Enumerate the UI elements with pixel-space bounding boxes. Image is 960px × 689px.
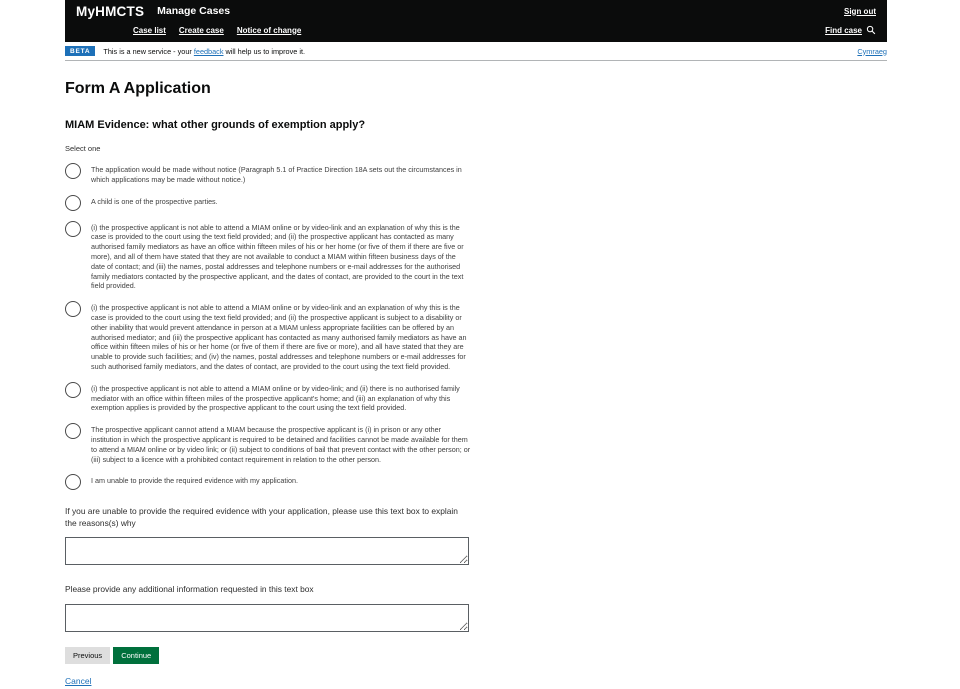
feedback-link[interactable]: feedback: [193, 46, 224, 56]
page-title: Form A Application: [65, 80, 211, 97]
app-brand: MyHMCTS: [76, 3, 145, 19]
radio-button[interactable]: [65, 221, 81, 237]
beta-text-after: will help us to improve it.: [223, 46, 305, 56]
header-top-row: [65, 0, 887, 22]
find-case[interactable]: [825, 25, 876, 35]
page-container: [65, 0, 887, 689]
radio-option-child-party[interactable]: [65, 195, 471, 211]
radio-option-disability[interactable]: [65, 301, 471, 372]
select-one-hint: Select one: [65, 144, 101, 153]
radio-option-label: (i) the prospective applicant is not able to attend a MIAM online or by video-link and an explanation of why this is the case is provided to the court using the text field provided; and (ii) the prospective applicant has contacted as many authorised family mediators as have an office within fifteen miles of his or her home (or five of them if there are five or more), and all of them have stated that they are not available to conduct a MIAM within fifteen business days of the date of contact; and (iii) the names, postal addresses and telephone numbers or e-mail addresses for the authorised family mediators contacted by the prospective applicant, and the dates of contact, are provided to the court in the text field provided.: [91, 222, 464, 291]
radio-option-prison-bail-licence[interactable]: [65, 423, 471, 464]
radio-option-label: The application would be made without notice (Paragraph 5.1 of Practice Direction 18A sets out the circumstances in which applications may be made without notice.): [91, 165, 462, 184]
radio-option-unable-to-provide-evidence[interactable]: [65, 474, 471, 490]
radio-button[interactable]: [65, 474, 81, 490]
nav-create-case[interactable]: Create case: [178, 25, 224, 35]
radio-option-no-mediator-within-15-miles[interactable]: [65, 382, 471, 413]
service-name: Manage Cases: [157, 5, 231, 17]
additional-info-textbox-label: Please provide any additional information requested in this text box: [65, 584, 314, 595]
search-icon[interactable]: [866, 25, 876, 35]
radio-option-label: (i) the prospective applicant is not able to attend a MIAM online or by video-link; and (ii) there is no authorised family mediator with an office within fifteen miles of the prospective applicant's home; and (iii) an explanation of why this exemption applies is provided by the prospective applicant to the court using the text field provided.: [91, 383, 460, 413]
additional-info-textbox[interactable]: [65, 604, 469, 632]
nav-case-list[interactable]: Case list: [133, 25, 166, 35]
radio-option-label: The prospective applicant cannot attend a MIAM because the prospective applicant is (i) in prison or any other institution in which the prospective applicant is required to be detained and facilities cannot be made available for them to attend a MIAM online or by video link; or (ii) subject to conditions of bail that prevent contact with the other person; or (iii) subject to a licence with a prohibited contact requirement in relation to the other person.: [91, 425, 471, 464]
radio-option-label: A child is one of the prospective parties.: [91, 196, 218, 206]
nav-notice-of-change[interactable]: Notice of change: [236, 25, 302, 35]
previous-button[interactable]: Previous: [65, 647, 110, 664]
beta-badge: BETA: [65, 46, 95, 57]
beta-banner: [65, 42, 887, 61]
radio-option-label: (i) the prospective applicant is not able to attend a MIAM online or by video-link and an explanation of why this is the case is provided to the court using the text field provided; and (ii) the prospective applicant is subject to a disability or other inability that would prevent attendance in person at a MIAM unless appropriate facilities can be offered by an authorised mediator; and (iii) the prospective applicant has contacted as many authorised family mediators as have an office within fifteen miles of his or her home (or five of them if there are five or more), and all have stated that they are unable to provide such facilities; and (iv) the names, postal addresses and telephone numbers or e-mail addresses for such authorised family mediators, and the dates of contact, are provided to the court using the text field provided.: [91, 303, 467, 371]
cancel-link[interactable]: Cancel: [65, 675, 92, 686]
radio-button[interactable]: [65, 301, 81, 317]
find-case-link[interactable]: Find case: [825, 25, 862, 35]
primary-nav: [133, 26, 301, 35]
radio-button[interactable]: [65, 382, 81, 398]
radio-button[interactable]: [65, 163, 81, 179]
service-header: [65, 0, 887, 42]
radio-button[interactable]: [65, 195, 81, 211]
reasons-textbox-label: If you are unable to provide the required evidence with your application, please use this text box to explain the reasons(s) why: [65, 506, 458, 528]
radio-option-no-mediator-available[interactable]: [65, 221, 471, 292]
form-buttons: [65, 647, 471, 664]
radio-button[interactable]: [65, 423, 81, 439]
reasons-textbox[interactable]: [65, 537, 469, 565]
form-content: [65, 80, 471, 689]
sign-out-link[interactable]: Sign out: [844, 6, 876, 16]
radio-option-without-notice[interactable]: [65, 163, 471, 185]
question-heading: MIAM Evidence: what other grounds of exemption apply?: [65, 119, 366, 131]
beta-text-before: This is a new service - your: [103, 46, 194, 56]
beta-text: [103, 47, 305, 56]
header-nav-row: [65, 22, 887, 42]
language-toggle-link[interactable]: Cymraeg: [857, 46, 887, 56]
radio-option-label: I am unable to provide the required evidence with my application.: [91, 476, 298, 486]
continue-button[interactable]: Continue: [113, 647, 159, 664]
